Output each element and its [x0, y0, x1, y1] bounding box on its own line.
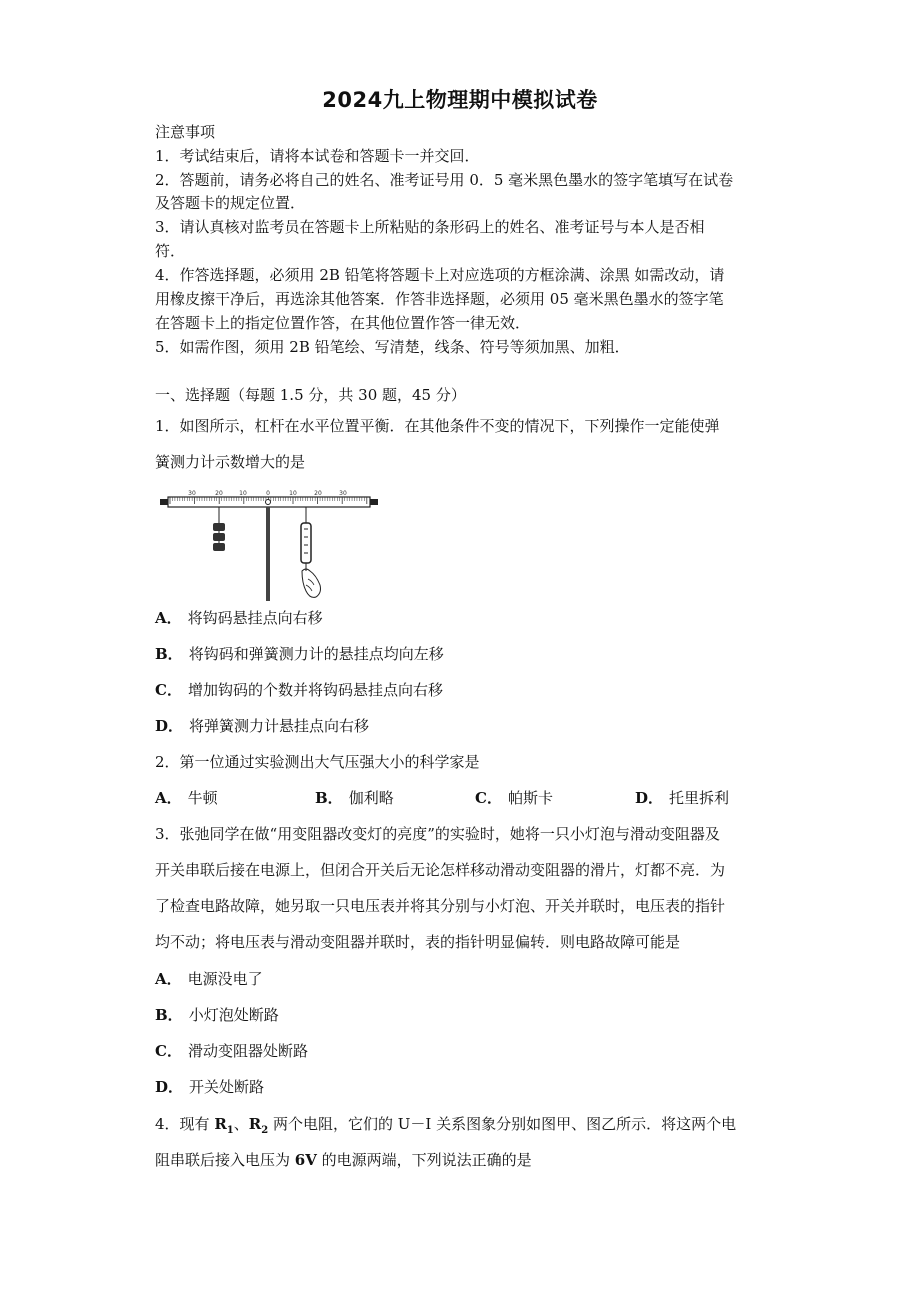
q2-option-b[interactable]: B． 伽利略 [315, 789, 394, 807]
question-1-stem: 簧测力计示数增大的是 [155, 453, 306, 471]
question-3-stem: 均不动；将电压表与滑动变阻器并联时，表的指针明显偏转．则电路故障可能是 [155, 933, 681, 951]
notice-line: 及答题卡的规定位置． [155, 194, 306, 212]
notice-line: 2．答题前，请务必将自己的姓名、准考证号用 0．5 毫米黑色墨水的签字笔填写在试卷 [155, 171, 734, 189]
pivot-stand [266, 507, 270, 601]
question-3-stem: 开关串联后接在电源上，但闭合开关后无论怎样移动滑动变阻器的滑片，灯都不亮．为 [155, 861, 726, 879]
q3-option-b[interactable]: B． 小灯泡处断路 [155, 1006, 279, 1024]
voltage-value: 6V [294, 1151, 317, 1169]
notice-line: 用橡皮擦干净后，再选涂其他答案．作答非选择题，必须用 05 毫米黑色墨水的签字笔 [155, 290, 724, 308]
hook-weight [213, 543, 225, 551]
notice-line: 4．作答选择题，必须用 2B 铅笔将答题卡上对应选项的方框涂满、涂黑 如需改动，请 [155, 266, 725, 284]
r1-symbol: $R_1$ [214, 1115, 234, 1136]
tick-label: 0 [266, 490, 270, 497]
r2-symbol: $R_2$ [248, 1115, 269, 1136]
lever-figure [158, 487, 390, 603]
q1-option-c[interactable]: C． 增加钩码的个数并将钩码悬挂点向右移 [155, 681, 443, 699]
ruler-labels [188, 490, 347, 497]
tick-label: 30 [188, 490, 196, 497]
q2-option-c[interactable]: C． 帕斯卡 [475, 789, 553, 807]
hook-weight [213, 523, 225, 531]
tick-label: 20 [314, 490, 322, 497]
q1-option-a[interactable]: A． 将钩码悬挂点向右移 [155, 609, 323, 627]
q2-option-a[interactable]: A． 牛顿 [155, 789, 218, 807]
question-2-stem: 2．第一位通过实验测出大气压强大小的科学家是 [155, 753, 480, 771]
notice-line: 在答题卡上的指定位置作答，在其他位置作答一律无效． [155, 314, 531, 332]
q3-option-d[interactable]: D． 开关处断路 [155, 1078, 265, 1096]
q1-option-d[interactable]: D． 将弹簧测力计悬挂点向右移 [155, 717, 370, 735]
pivot-point [266, 500, 271, 505]
question-3-stem: 3．张弛同学在做“用变阻器改变灯的亮度”的实验时，她将一只小灯泡与滑动变阻器及 [155, 825, 720, 843]
question-1-stem: 1．如图所示，杠杆在水平位置平衡．在其他条件不变的情况下，下列操作一定能使弹 [155, 417, 720, 435]
q2-option-d[interactable]: D． 托里拆利 [635, 789, 730, 807]
notice-line: 1．考试结束后，请将本试卷和答题卡一并交回． [155, 147, 480, 165]
notice-heading: 注意事项 [155, 123, 216, 141]
tick-label: 20 [215, 490, 223, 497]
section-heading: 一、选择题（每题 1.5 分，共 30 题，45 分） [155, 386, 466, 404]
tick-label: 10 [239, 490, 247, 497]
tick-label: 10 [289, 490, 297, 497]
notice-line: 3．请认真核对监考员在答题卡上所粘贴的条形码上的姓名、准考证号与本人是否相 [155, 218, 705, 236]
q3-option-c[interactable]: C． 滑动变阻器处断路 [155, 1042, 308, 1060]
tick-label: 30 [339, 490, 347, 497]
question-3-stem: 了检查电路故障，她另取一只电压表并将其分别与小灯泡、开关并联时，电压表的指针 [155, 897, 726, 915]
page-title: 2024九上物理期中模拟试卷 [322, 88, 598, 112]
notice-line: 符． [155, 242, 186, 260]
hook-weight [213, 533, 225, 541]
hand-drawing [302, 569, 321, 597]
question-4-stem: 4．现有 $R_1$、$R_2$ 两个电阻，它们的 U－I 关系图象分别如图甲、图乙所示．将这两个电 [155, 1115, 737, 1136]
beam-end-left [160, 499, 168, 505]
beam-end-right [370, 499, 378, 505]
q3-option-a[interactable]: A． 电源没电了 [155, 970, 263, 988]
question-4-stem: 阻串联后接入电压为 6V 的电源两端，下列说法正确的是 [155, 1151, 532, 1169]
q1-option-b[interactable]: B． 将钩码和弹簧测力计的悬挂点均向左移 [155, 645, 444, 663]
notice-line: 5．如需作图，须用 2B 铅笔绘、写清楚，线条、符号等须加黑、加粗． [155, 338, 630, 356]
